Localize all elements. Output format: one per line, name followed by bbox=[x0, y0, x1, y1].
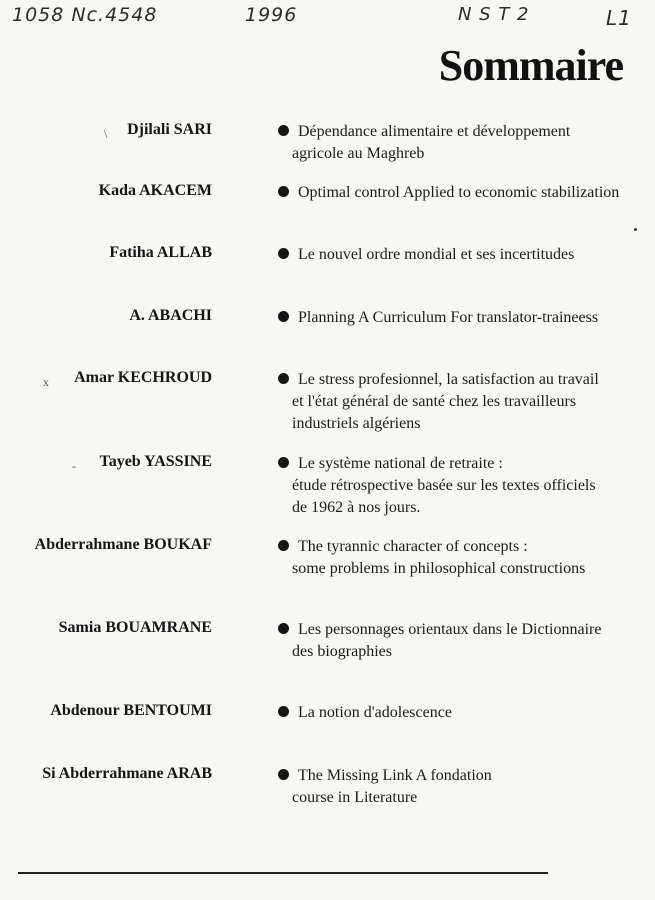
entry-title-line: Dépendance alimentaire et développement bbox=[298, 123, 571, 140]
entry-title-line: Optimal control Applied to economic stabilization bbox=[298, 184, 620, 201]
bullet-icon bbox=[278, 248, 289, 259]
entry-author: Amar KECHROUD bbox=[74, 369, 212, 386]
bottom-rule bbox=[18, 872, 548, 874]
bullet-icon bbox=[278, 623, 289, 634]
entry-title-line: de 1962 à nos jours. bbox=[292, 499, 421, 516]
entry-author: Samia BOUAMRANE bbox=[58, 619, 212, 636]
entry-title-line: Le système national de retraite : bbox=[298, 455, 503, 472]
entry-title bbox=[292, 244, 642, 266]
entry-title-line: Le nouvel ordre mondial et ses incertitudes bbox=[298, 246, 575, 263]
entry-title bbox=[292, 369, 642, 435]
entry-author: Abderrahmane BOUKAF bbox=[34, 536, 212, 553]
bullet-icon bbox=[278, 457, 289, 468]
entry-author: Kada AKACEM bbox=[98, 182, 212, 199]
entry-title bbox=[292, 121, 642, 165]
handwritten-code: N S T 2 bbox=[458, 4, 530, 25]
pencil-tick-icon: \ bbox=[104, 127, 108, 141]
entry-title bbox=[292, 765, 642, 809]
page-title: Sommaire bbox=[438, 41, 623, 90]
entry-title-line: The tyrannic character of concepts : bbox=[298, 538, 528, 555]
entry-author: A. ABACHI bbox=[129, 307, 212, 324]
entry-title-line: industriels algériens bbox=[292, 415, 421, 432]
entry-title bbox=[292, 182, 642, 204]
entry-author: Si Abderrahmane ARAB bbox=[42, 765, 212, 782]
bullet-icon bbox=[278, 769, 289, 780]
pencil-tick-icon: x bbox=[43, 375, 49, 389]
bullet-icon bbox=[278, 706, 289, 717]
entry-title-line: Les personnages orientaux dans le Dictionnaire bbox=[298, 621, 602, 638]
entry-title-line: some problems in philosophical constructions bbox=[292, 560, 586, 577]
entry-title bbox=[292, 619, 642, 663]
entry-title-line: étude rétrospective basée sur les textes officiels bbox=[292, 477, 596, 494]
pencil-tick-icon: - bbox=[72, 459, 76, 473]
entry-title bbox=[292, 453, 642, 519]
handwritten-reference: 1058 Nc.4548 bbox=[12, 4, 158, 26]
bullet-icon bbox=[278, 540, 289, 551]
entry-title-line: agricole au Maghreb bbox=[292, 145, 425, 162]
page-speck bbox=[634, 228, 637, 231]
entry-title-line: Le stress profesionnel, la satisfaction au travail bbox=[298, 371, 599, 388]
entry-title-line: des biographies bbox=[292, 643, 392, 660]
entry-title bbox=[292, 702, 642, 724]
entry-title-line: The Missing Link A fondation bbox=[298, 767, 492, 784]
entry-author: Tayeb YASSINE bbox=[99, 453, 212, 470]
handwritten-mark: L1 bbox=[606, 6, 632, 30]
entry-title-line: course in Literature bbox=[292, 789, 418, 806]
entry-title-line: La notion d'adolescence bbox=[298, 704, 452, 721]
entry-author: Djilali SARI bbox=[127, 121, 212, 138]
bullet-icon bbox=[278, 125, 289, 136]
bullet-icon bbox=[278, 373, 289, 384]
entry-title-line: et l'état général de santé chez les travailleurs bbox=[292, 393, 577, 410]
bullet-icon bbox=[278, 311, 289, 322]
entry-title-line: Planning A Curriculum For translator-traineess bbox=[298, 309, 599, 326]
entry-title bbox=[292, 307, 642, 329]
entry-author: Abdenour BENTOUMI bbox=[50, 702, 212, 719]
handwritten-year: 1996 bbox=[245, 4, 298, 26]
bullet-icon bbox=[278, 186, 289, 197]
entry-author: Fatiha ALLAB bbox=[109, 244, 212, 261]
entry-title bbox=[292, 536, 642, 580]
